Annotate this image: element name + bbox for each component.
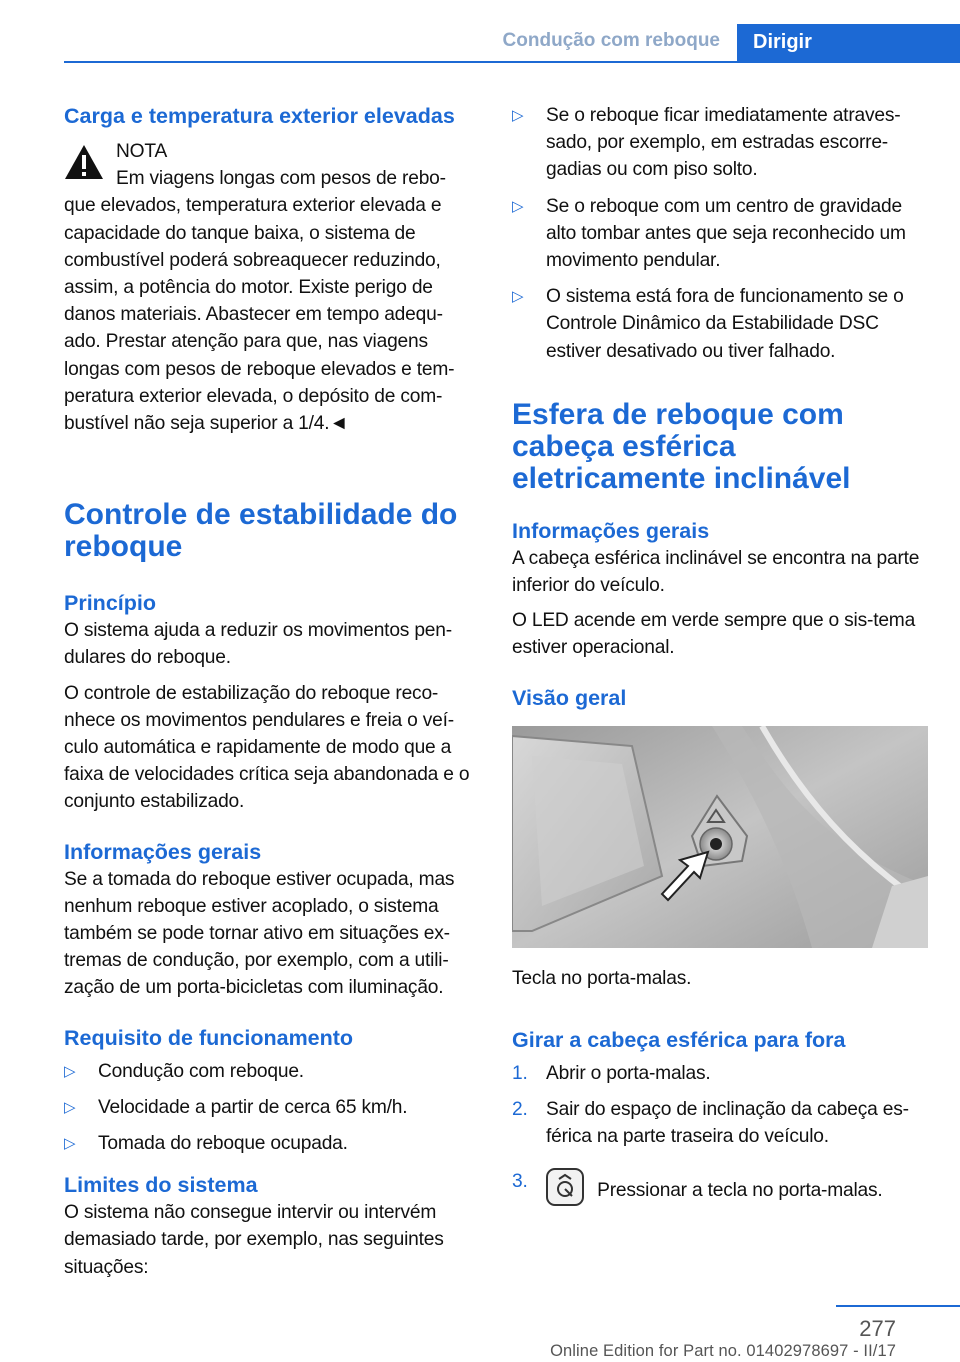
heading-requisito: Requisito de funcionamento	[64, 1025, 354, 1050]
list-item: ▷ Se o reboque com um centro de gravidade alto tombar antes que seja reconhecido um movimento pendular.	[512, 193, 932, 275]
heading-principio: Princípio	[64, 591, 156, 616]
triangle-bullet-icon: ▷	[64, 1135, 76, 1153]
running-header-section: Condução com reboque	[502, 30, 720, 51]
paragraph-info-1: A cabeça esférica inclinável se encontra na parte inferior do veículo.	[512, 547, 920, 597]
footer-rule	[836, 1305, 960, 1307]
warning-note	[64, 138, 478, 437]
paragraph-limites: O sistema não consegue intervir ou intervém demasiado tarde, por exemplo, nas seguintes situações:	[64, 1202, 444, 1278]
heading-informacoes-gerais: Informações gerais	[64, 839, 262, 864]
list-item: ▷ Velocidade a partir de cerca 65 km/h.	[64, 1094, 478, 1121]
warning-triangle-icon	[64, 144, 104, 180]
heading-carga: Carga e temperatura exterior elevadas	[64, 104, 455, 128]
heading-limites: Limites do sistema	[64, 1173, 258, 1198]
requisitos-list	[64, 1058, 478, 1158]
heading-esfera-reboque: Esfera de reboque com cabeça esférica eletricamente inclinável	[512, 397, 851, 495]
chapter-tab: Dirigir	[737, 24, 960, 63]
paragraph-principio-2: O controle de estabilização do reboque reco-nhece os movimentos pendulares e freia o veí-culo automática e rapidamente de modo que a faixa de velocidades crítica seja abandonada e o conjunto estabilizado.	[64, 682, 470, 813]
left-column	[64, 102, 478, 1281]
triangle-bullet-icon: ▷	[512, 197, 524, 215]
heading-informacoes-gerais-2: Informações gerais	[512, 518, 710, 543]
list-item: 1. Abrir o porta-malas.	[512, 1062, 711, 1084]
list-item: ▷ Tomada do reboque ocupada.	[64, 1130, 478, 1157]
towbar-key-icon	[546, 1168, 584, 1206]
heading-girar: Girar a cabeça esférica para fora	[512, 1027, 846, 1052]
triangle-bullet-icon: ▷	[512, 107, 524, 124]
list-item: ▷ Condução com reboque.	[64, 1058, 478, 1085]
paragraph-principio-1: O sistema ajuda a reduzir os movimentos pen-dulares do reboque.	[64, 620, 452, 669]
note-text: que elevados, temperatura exterior elevada e capacidade do tanque baixa, o sistema de combustível poderá sobreaquecer reduzindo, assim, a potência do motor. Existe perigo de danos materiais. Abastecer em tempo adequ-ado. Prestar atenção para que, nas viagens longas com pesos de reboque elevados e tem-peratura exterior elevada, o depósito de com-bustível não seja superior a 1/4.◄	[64, 195, 455, 435]
trunk-key-photo	[512, 726, 928, 948]
triangle-bullet-icon: ▷	[64, 1098, 76, 1116]
header-rule	[64, 61, 960, 63]
paragraph-info-2: O LED acende em verde sempre que o sis-tema estiver operacional.	[512, 610, 916, 659]
list-item: 2. Sair do espaço de inclinação da cabeça es-férica na parte traseira do veículo.	[512, 1099, 909, 1148]
triangle-bullet-icon: ▷	[512, 288, 524, 306]
note-label: NOTA	[116, 141, 168, 162]
list-item: ▷ Se o reboque ficar imediatamente atraves-sado, por exemplo, em estradas escorre-gadias ou com piso solto.	[512, 102, 932, 184]
list-item: 3. Pressionar a tecla no porta-malas.	[512, 1168, 932, 1206]
footer-edition: Online Edition for Part no. 01402978697 - II/17	[550, 1342, 896, 1360]
paragraph-informacoes: Se a tomada do reboque estiver ocupada, mas nenhum reboque estiver acoplado, o sistema também se pode tornar ativo em situações ex-tremas de condução, por exemplo, com a utili-zação de um porta-bicicletas com iluminação.	[64, 868, 455, 999]
heading-visao-geral: Visão geral	[512, 685, 627, 710]
page-number: 277	[859, 1316, 896, 1341]
list-item: ▷ O sistema está fora de funcionamento se o Controle Dinâmico da Estabilidade DSC estiver desativado ou tiver falhado.	[512, 283, 932, 365]
heading-controle-estabilidade: Controle de estabilidade do reboque	[64, 498, 458, 564]
right-column	[512, 102, 932, 1215]
photo-caption: Tecla no porta-malas.	[512, 967, 692, 989]
triangle-bullet-icon: ▷	[64, 1062, 76, 1080]
note-text-line1: Em viagens longas com pesos de rebo-	[116, 168, 446, 190]
steps-list	[512, 1060, 932, 1207]
limites-list	[512, 102, 932, 365]
